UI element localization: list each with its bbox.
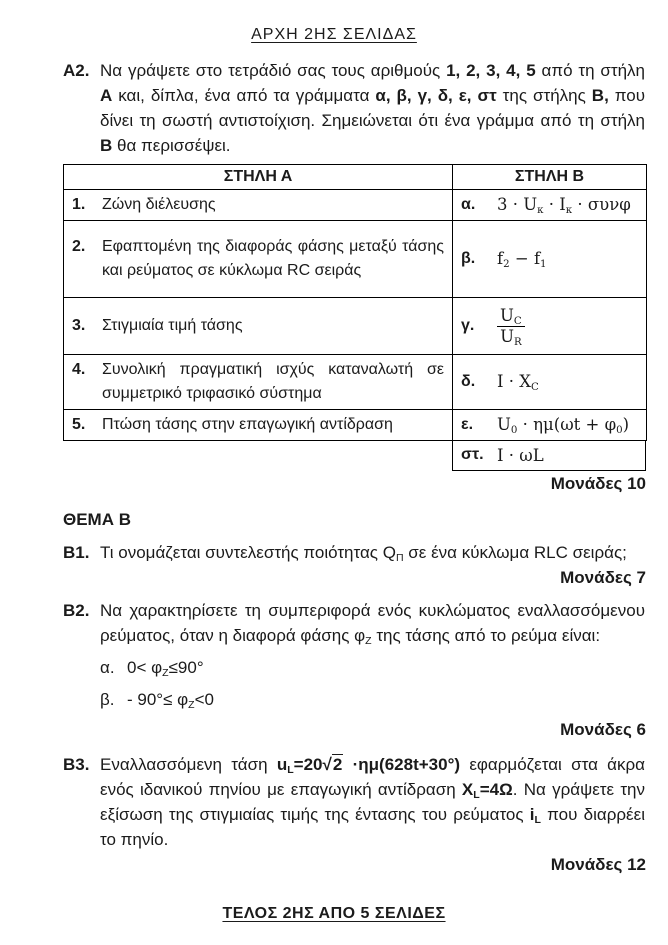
option-letter: α. bbox=[461, 196, 476, 213]
page-footer: ΤΕΛΟΣ 2ΗΣ ΑΠΟ 5 ΣΕΛΙΔΕΣ bbox=[222, 905, 446, 922]
row-text: Εφαπτομένη της διαφοράς φάσης μεταξύ τάσης και ρεύματος σε κύκλωμα RC σειράς bbox=[102, 238, 444, 279]
table-header-row bbox=[64, 165, 647, 190]
section-b-heading: ΘΕΜΑ Β bbox=[63, 510, 131, 529]
column-b-header: ΣΤΗΛΗ Β bbox=[453, 165, 647, 190]
points-label-b3: Μονάδες 12 bbox=[550, 855, 646, 874]
question-a2-text: Να γράψετε στο τετράδιό σας τους αριθμούς 1, 2, 3, 4, 5 από τη στήλη Α και, δίπλα, ένα από τα γράμματα α, β, γ, δ, ε, στ της στήλης Β, που δίνει τη σωστή αντιστοίχιση. Σημειώνεται ότι ένα γράμμα από τη στήλη Β θα περισσέψει. bbox=[100, 61, 646, 155]
option-formula: $U_0 \cdot \eta\mu(\omega t + \varphi_0)$ bbox=[497, 415, 630, 436]
question-b1 bbox=[63, 540, 645, 565]
matching-table bbox=[63, 164, 647, 441]
item-a-text: $0< \varphi_Z\le 90^\circ$ bbox=[127, 658, 204, 679]
row-number: 5. bbox=[72, 416, 86, 433]
option-formula: $f_2 - f_1$ bbox=[497, 249, 547, 270]
option-letter: ε. bbox=[461, 416, 474, 433]
row-number: 1. bbox=[72, 196, 86, 213]
question-b2 bbox=[63, 598, 645, 648]
option-letter: β. bbox=[461, 250, 476, 267]
table-row bbox=[64, 298, 647, 355]
question-b2-label: Β2. bbox=[63, 601, 90, 620]
row-text: Στιγμιαία τιμή τάσης bbox=[102, 317, 243, 334]
table-extra-cell bbox=[452, 441, 646, 471]
item-b-text: - $90^\circ\le \varphi_Z<0$ bbox=[127, 690, 214, 711]
option-letter: γ. bbox=[461, 317, 475, 334]
points-label-b1: Μονάδες 7 bbox=[560, 568, 646, 587]
question-b1-text: Τι ονομάζεται συντελεστής ποιότητας $Q_\Pi$ σε ένα κύκλωμα RLC σειράς; bbox=[100, 543, 627, 564]
question-b2-item-b bbox=[100, 688, 645, 712]
item-a-label: α. bbox=[100, 658, 115, 677]
row-number: 4. bbox=[72, 361, 86, 378]
option-formula: $\frac{U_C}{U_R}$ bbox=[497, 303, 525, 350]
question-b3-text: Εναλλασσόμενη τάση $u_L=20√2 \cdot\eta\mu(628t+30^\circ)$ εφαρμόζεται στα άκρα ενός ιδανικού πηνίου με επαγωγική αντίδραση $X_L=4\Omega$. Να γράψετε την εξίσωση της στιγμιαίας τιμής της έντασης του ρεύματος $i_L$ που διαρρέει το πηνίο. bbox=[100, 755, 646, 849]
page-header: ΑΡΧΗ 2ΗΣ ΣΕΛΙΔΑΣ bbox=[251, 26, 417, 43]
points-label-b2: Μονάδες 6 bbox=[560, 720, 646, 739]
row-number: 3. bbox=[72, 317, 86, 334]
question-a2-label: Α2. bbox=[63, 61, 90, 80]
table-row bbox=[64, 355, 647, 410]
option-letter: δ. bbox=[461, 373, 476, 390]
question-b2-item-a bbox=[100, 656, 645, 680]
question-b3-label: Β3. bbox=[63, 755, 90, 774]
table-row bbox=[64, 221, 647, 298]
item-b-label: β. bbox=[100, 690, 115, 709]
table-row bbox=[64, 190, 647, 221]
question-b2-text: Να χαρακτηρίσετε τη συμπεριφορά ενός κυκλώματος εναλλασσόμενου ρεύματος, όταν η διαφορά φάσης $\varphi_Z$ της τάσης από το ρεύμα είναι: bbox=[100, 601, 645, 647]
option-formula: $I \cdot X_C$ bbox=[497, 372, 539, 393]
question-b1-label: Β1. bbox=[63, 543, 90, 562]
row-number: 2. bbox=[72, 238, 86, 255]
row-text: Πτώση τάσης στην επαγωγική αντίδραση bbox=[102, 416, 393, 433]
option-formula: $3 \cdot U_\kappa \cdot I_\kappa \cdot \sigma\upsilon\nu\varphi$ bbox=[497, 195, 631, 216]
column-a-header: ΣΤΗΛΗ Α bbox=[64, 165, 453, 190]
question-a2 bbox=[63, 58, 645, 158]
option-letter: στ. bbox=[461, 446, 484, 463]
table-row bbox=[64, 410, 647, 441]
row-text: Ζώνη διέλευσης bbox=[102, 196, 216, 213]
option-formula: I · ωL bbox=[497, 445, 544, 465]
points-label-a2: Μονάδες 10 bbox=[550, 474, 646, 493]
question-b3 bbox=[63, 752, 645, 852]
row-text: Συνολική πραγματική ισχύς καταναλωτή σε συμμετρικό τριφασικό σύστημα bbox=[102, 361, 444, 402]
